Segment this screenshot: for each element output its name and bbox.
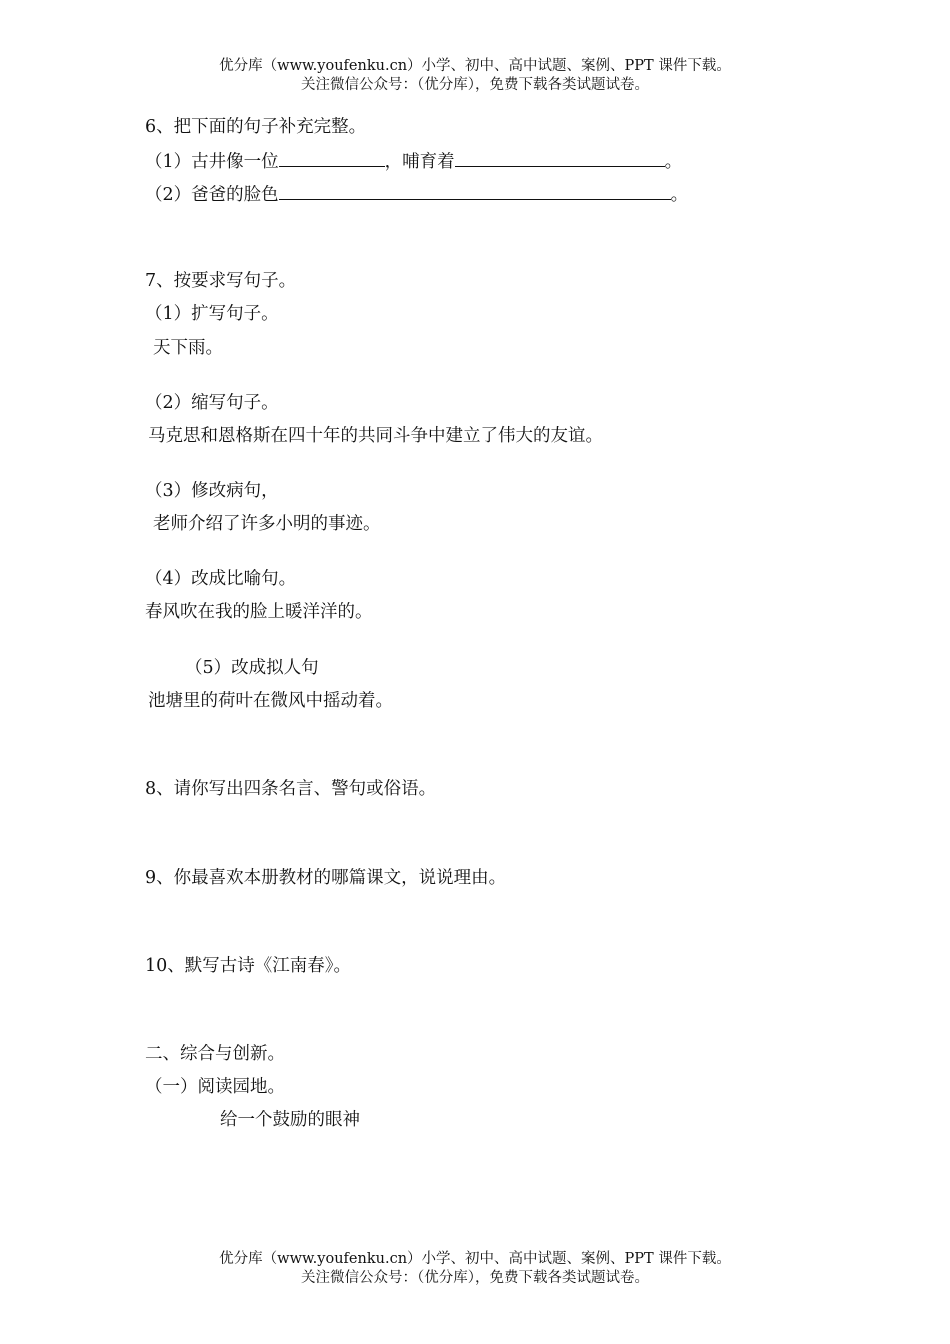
q7-s4-label: （4）改成比喻句。 <box>145 569 297 589</box>
q6-item-1 <box>145 149 682 173</box>
q6-item-2-blank[interactable] <box>279 182 671 200</box>
page-header <box>0 57 950 95</box>
q7-s2-label: （2）缩写句子。 <box>145 393 279 413</box>
q6-item-1-text-a: （1）古井像一位 <box>145 152 279 172</box>
q6-item-2-text-a: （2）爸爸的脸色 <box>145 185 279 205</box>
passage-title: 给一个鼓励的眼神 <box>220 1110 360 1130</box>
q7-s2-text: 马克思和恩格斯在四十年的共同斗争中建立了伟大的友谊。 <box>148 426 603 446</box>
q7-s5-label: （5）改成拟人句 <box>185 658 319 678</box>
q6-item-1-blank-1[interactable] <box>279 149 385 167</box>
q6-item-2-end: 。 <box>670 185 689 205</box>
footer-line-2: 关注微信公众号：（优分库），免费下载各类试题试卷。 <box>301 1270 649 1286</box>
q7-s5-text: 池塘里的荷叶在微风中摇动着。 <box>148 691 393 711</box>
q7-s1-text: 天下雨。 <box>153 338 223 358</box>
q9-title: 9、你最喜欢本册教材的哪篇课文，说说理由。 <box>145 868 507 888</box>
header-line-2: 关注微信公众号：（优分库），免费下载各类试题试卷。 <box>301 77 649 93</box>
q6-item-1-blank-2[interactable] <box>455 149 665 167</box>
section-2-title: 二、综合与创新。 <box>145 1044 285 1064</box>
q8-title: 8、请你写出四条名言、警句或俗语。 <box>145 779 437 799</box>
q7-s3-text: 老师介绍了许多小明的事迹。 <box>153 514 381 534</box>
q6-item-2 <box>145 182 688 206</box>
header-line-1: 优分库（www.youfenku.cn）小学、初中、高中试题、案例、PPT 课件下载。 <box>219 58 731 74</box>
q6-item-1-text-b: ，哺育着 <box>384 152 455 172</box>
footer-line-1: 优分库（www.youfenku.cn）小学、初中、高中试题、案例、PPT 课件下载。 <box>219 1251 731 1267</box>
q6-title: 6、把下面的句子补充完整。 <box>145 117 367 137</box>
section-2-subtitle: （一）阅读园地。 <box>145 1077 285 1097</box>
page-footer <box>0 1250 950 1288</box>
q10-title: 10、默写古诗《江南春》。 <box>145 956 352 976</box>
q7-s4-text: 春风吹在我的脸上暖洋洋的。 <box>145 602 373 622</box>
q7-s1-label: （1）扩写句子。 <box>145 304 279 324</box>
q6-item-1-end: 。 <box>664 152 683 172</box>
q7-s3-label: （3）修改病句， <box>145 481 279 501</box>
q7-title: 7、按要求写句子。 <box>145 271 297 291</box>
